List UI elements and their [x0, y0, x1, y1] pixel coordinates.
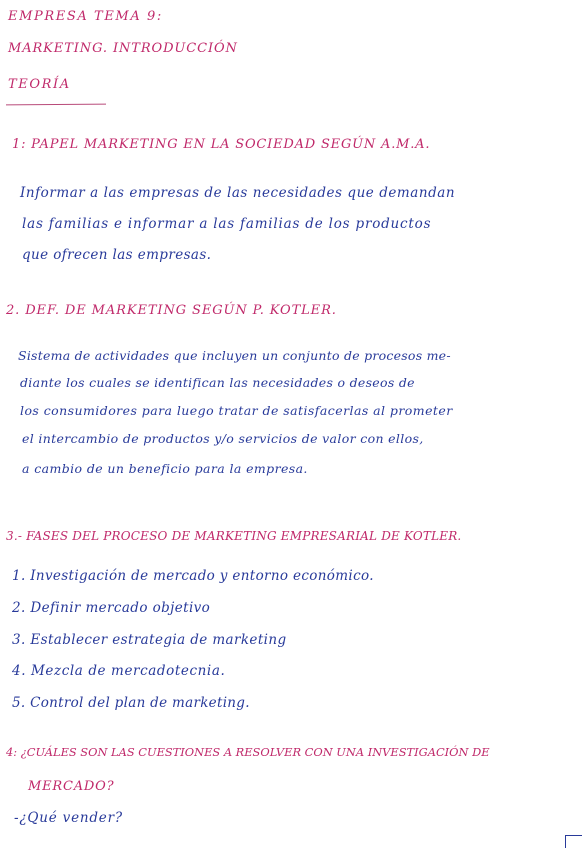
section3-title: 3.- FASES DEL PROCESO DE MARKETING EMPRESARIAL DE KOTLER.: [6, 529, 462, 543]
header-section-label: TEORÍA: [8, 77, 71, 92]
section3-item-2: 2. Definir mercado objetivo: [12, 600, 211, 616]
section4-title: 4: ¿CUÁLES SON LAS CUESTIONES A RESOLVER CON UNA INVESTIGACIÓN DE: [6, 745, 490, 759]
section3-item-3: 3. Establecer estrategia de marketing: [12, 632, 287, 648]
section2-line-4: el intercambio de productos y/o servicios de valor con ellos,: [22, 431, 424, 446]
section2-line-5: a cambio de un beneficio para la empresa.: [22, 461, 308, 476]
page-corner-mark: [565, 835, 582, 848]
header-subject: EMPRESA TEMA 9:: [8, 9, 163, 24]
section2-line-3: los consumidores para luego tratar de satisfacerlas al prometer: [20, 403, 453, 418]
section3-item-4: 4. Mezcla de mercadotecnia.: [12, 663, 226, 679]
section2-line-2: diante los cuales se identifican las necesidades o deseos de: [20, 375, 415, 390]
section3-item-5: 5. Control del plan de marketing.: [12, 695, 250, 711]
section4-question-1: -¿Qué vender?: [14, 810, 123, 826]
section2-line-1: Sistema de actividades que incluyen un conjunto de procesos me-: [18, 348, 451, 363]
section1-line-1: Informar a las empresas de las necesidades que demandan: [20, 185, 456, 201]
section1-line-2: las familias e informar a las familias de los productos: [22, 216, 432, 232]
header-topic: MARKETING. INTRODUCCIÓN: [8, 41, 238, 56]
section2-title: 2. DEF. DE MARKETING SEGÚN P. KOTLER.: [6, 303, 337, 318]
section1-line-3: que ofrecen las empresas.: [22, 247, 212, 263]
section1-title: 1: PAPEL MARKETING EN LA SOCIEDAD SEGÚN A.M.A.: [12, 137, 431, 152]
header-underline: [6, 104, 106, 106]
section3-item-1: 1. Investigación de mercado y entorno económico.: [12, 568, 374, 584]
section4-title-continued: MERCADO?: [28, 779, 115, 794]
